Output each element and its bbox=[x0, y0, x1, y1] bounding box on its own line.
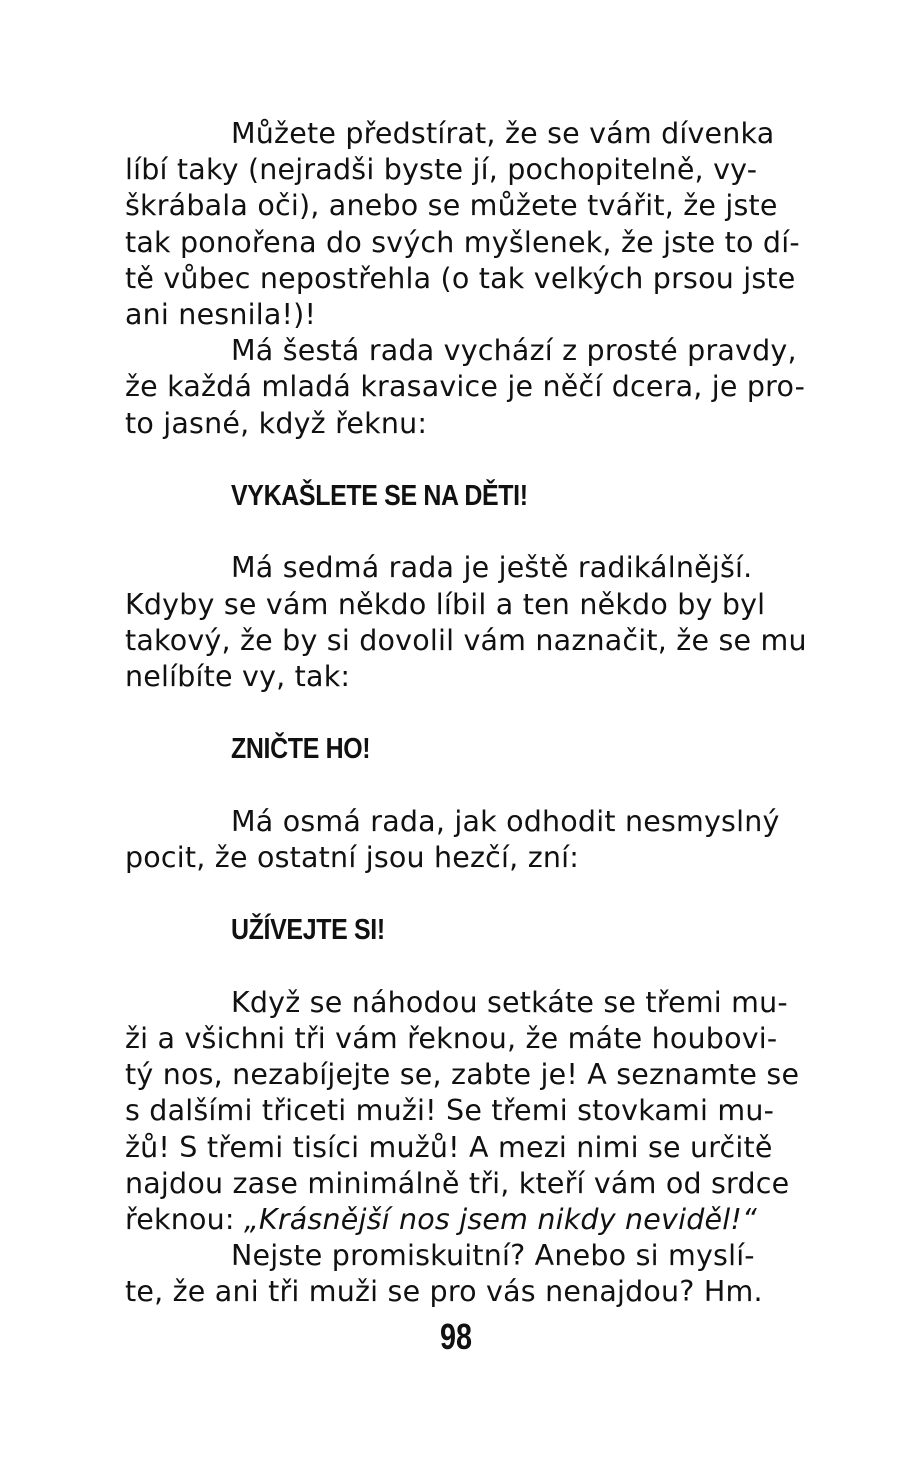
paragraph-line: Když se náhodou setkáte se třemi mu- bbox=[231, 985, 788, 1019]
spacer bbox=[125, 442, 750, 478]
line-prefix: řeknou: bbox=[125, 1203, 244, 1236]
paragraph-line: tý nos, nezabíjejte se, zabte je! A seznamte se bbox=[125, 1058, 800, 1092]
body-text bbox=[125, 116, 807, 1311]
paragraph-line: líbí taky (nejradši byste jí, pochopitelně, vy- bbox=[125, 153, 758, 187]
paragraph-line: te, že ani tři muži se pro vás nenajdou? Hm. bbox=[125, 1275, 763, 1309]
paragraph-line: ži a všichni tři vám řeknou, že máte houbovi- bbox=[125, 1021, 778, 1055]
paragraph-line: Kdyby se vám někdo líbil a ten někdo by byl bbox=[125, 587, 766, 621]
spacer bbox=[125, 876, 750, 912]
quoted-text: „Krásnější nos jsem nikdy neviděl!“ bbox=[243, 1203, 757, 1236]
paragraph-line: Má osmá rada, jak odhodit nesmyslný bbox=[231, 804, 780, 838]
section-heading: VYKAŠLETE SE NA DĚTI! bbox=[231, 480, 528, 513]
section-heading: UŽÍVEJTE SI! bbox=[231, 914, 385, 947]
paragraph-line: tak ponořena do svých myšlenek, že jste to dí- bbox=[125, 225, 800, 259]
spacer bbox=[125, 768, 750, 804]
paragraph-line: s dalšími třiceti muži! Se třemi stovkami mu- bbox=[125, 1094, 775, 1128]
spacer bbox=[125, 949, 750, 985]
paragraph-line: to jasné, když řeknu: bbox=[125, 406, 428, 440]
paragraph-line: takový, že by si dovolil vám naznačit, že se mu bbox=[125, 623, 807, 657]
section-heading: ZNIČTE HO! bbox=[231, 733, 371, 766]
paragraph-line: nelíbíte vy, tak: bbox=[125, 660, 351, 694]
paragraph-line: Má šestá rada vychází z prosté pravdy, bbox=[231, 334, 797, 368]
paragraph-line: najdou zase minimálně tři, kteří vám od srdce bbox=[125, 1166, 790, 1200]
paragraph-line bbox=[125, 1202, 757, 1238]
paragraph-line: tě vůbec nepostřehla (o tak velkých prsou jste bbox=[125, 261, 796, 295]
paragraph-line: Má sedmá rada je ještě radikálnější. bbox=[231, 551, 753, 585]
spacer bbox=[125, 695, 750, 731]
spacer bbox=[125, 514, 750, 550]
paragraph-line: že každá mladá krasavice je něčí dcera, je pro- bbox=[125, 370, 806, 404]
paragraph-line: pocit, že ostatní jsou hezčí, zní: bbox=[125, 841, 580, 874]
page-number: 98 bbox=[439, 1316, 473, 1357]
paragraph-line: ani nesnila!)! bbox=[125, 298, 317, 332]
paragraph-line: žů! S třemi tisíci mužů! A mezi nimi se určitě bbox=[125, 1130, 773, 1164]
paragraph-line: Nejste promiskuitní? Anebo si myslí- bbox=[231, 1239, 755, 1273]
paragraph-line: Můžete předstírat, že se vám dívenka bbox=[231, 117, 775, 150]
paragraph-line: škrábala oči), anebo se můžete tvářit, že jste bbox=[125, 189, 778, 223]
